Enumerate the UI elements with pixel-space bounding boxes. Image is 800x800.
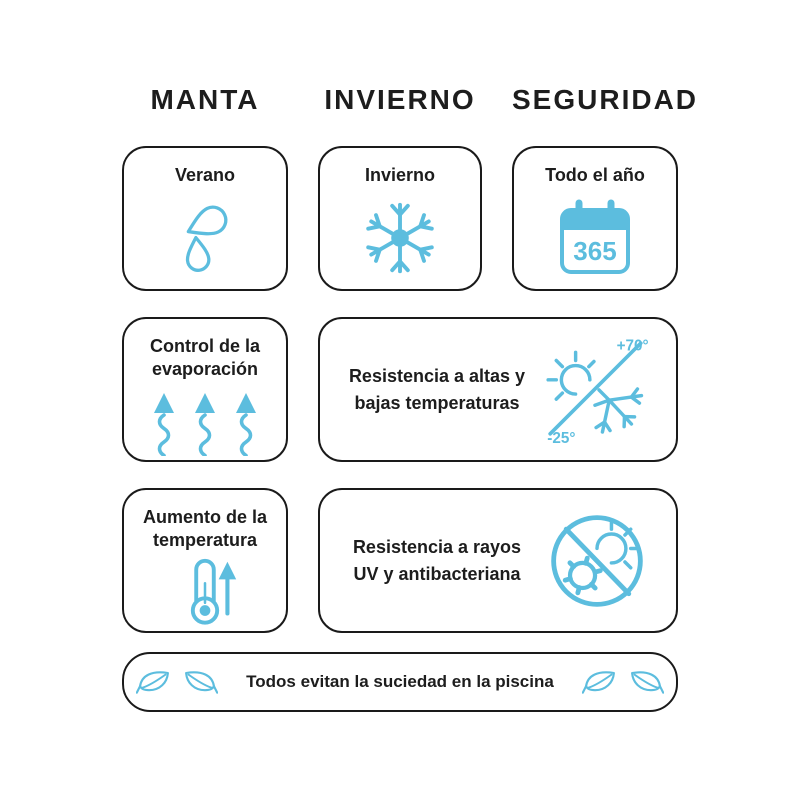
water-drops-icon bbox=[165, 192, 245, 284]
leaf-icon bbox=[628, 667, 664, 697]
card-invierno-title: Invierno bbox=[364, 165, 435, 185]
card-resistencia-temperaturas-title bbox=[346, 363, 528, 417]
cards-grid bbox=[122, 146, 678, 633]
column-header-seguridad: SEGURIDAD bbox=[512, 84, 699, 115]
card-aumento-temperatura-title bbox=[143, 506, 267, 553]
card-resistencia-uv-title bbox=[346, 534, 528, 588]
wavy-arrow-up-icon bbox=[151, 392, 177, 456]
footer-bar bbox=[122, 652, 678, 712]
card-verano-title: Verano bbox=[174, 165, 236, 185]
max-temp-label: +70° bbox=[616, 336, 649, 354]
card-control-evaporacion-title bbox=[150, 335, 260, 382]
card-control-evaporacion bbox=[122, 317, 288, 462]
wavy-arrow-up-icon bbox=[233, 392, 259, 456]
title-line-2: evaporación bbox=[151, 359, 259, 380]
card-aumento-temperatura-icon-slot bbox=[165, 553, 245, 631]
card-resistencia-uv bbox=[318, 488, 678, 633]
card-todo-el-ano-icon-slot bbox=[555, 187, 635, 289]
title-line-2: bajas temperaturas bbox=[354, 392, 520, 413]
card-resistencia-temperaturas-icon-slot bbox=[528, 333, 666, 447]
title-line-1: Aumento de la bbox=[142, 507, 267, 527]
evaporation-arrows-icon bbox=[151, 392, 259, 456]
uv-antibacterial-icon bbox=[544, 508, 650, 614]
card-verano bbox=[122, 146, 288, 291]
card-invierno bbox=[318, 146, 482, 291]
title-line-1: Resistencia a altas y bbox=[348, 365, 526, 386]
min-temp-label: -25° bbox=[547, 429, 576, 447]
title-line-2: UV y antibacteriana bbox=[353, 563, 521, 584]
card-verano-icon-slot bbox=[165, 187, 245, 289]
snowflake-icon bbox=[359, 197, 441, 279]
card-resistencia-temperaturas bbox=[318, 317, 678, 462]
leaf-icon bbox=[136, 667, 172, 697]
column-header-invierno: INVIERNO bbox=[324, 84, 476, 115]
leaf-icon bbox=[182, 667, 218, 697]
card-invierno-icon-slot bbox=[359, 187, 441, 289]
column-header-manta: MANTA bbox=[150, 84, 260, 115]
title-line-2: temperatura bbox=[152, 530, 258, 551]
card-todo-el-ano-title: Todo el año bbox=[545, 165, 645, 185]
title-line-1: Control de la bbox=[149, 336, 260, 356]
thermometer-up-icon bbox=[165, 553, 245, 631]
calendar-number: 365 bbox=[573, 236, 617, 267]
card-aumento-temperatura bbox=[122, 488, 288, 633]
calendar-365-icon bbox=[555, 198, 635, 278]
title-line-1: Resistencia a rayos bbox=[352, 536, 522, 557]
column-headers bbox=[122, 84, 699, 116]
card-resistencia-uv-icon-slot bbox=[528, 508, 666, 614]
wavy-arrow-up-icon bbox=[192, 392, 218, 456]
footer-text: Todos evitan la suciedad en la piscina bbox=[246, 672, 554, 691]
leaf-icon bbox=[582, 667, 618, 697]
temperature-resistance-icon bbox=[540, 333, 654, 447]
card-todo-el-ano bbox=[512, 146, 678, 291]
